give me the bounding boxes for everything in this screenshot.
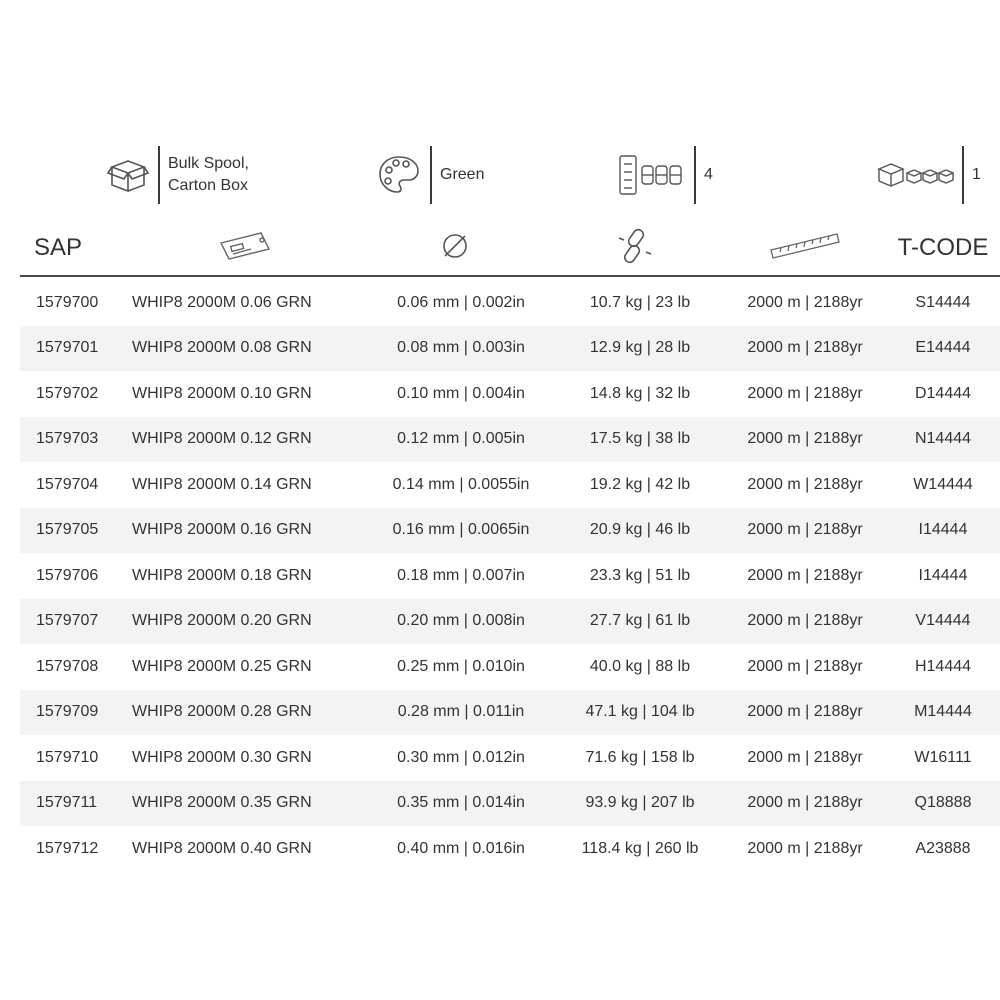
strength-cell: 12.9 kg | 28 lb bbox=[589, 339, 691, 357]
tcode-cell: Q18888 bbox=[914, 794, 972, 812]
table-row bbox=[20, 371, 1000, 417]
diameter-cell: 0.25 mm | 0.010in bbox=[397, 657, 525, 675]
diameter-cell: 0.40 mm | 0.016in bbox=[397, 839, 525, 857]
tcode-cell: M14444 bbox=[914, 703, 972, 721]
strength-cell: 19.2 kg | 42 lb bbox=[589, 475, 691, 493]
box-stack-icon bbox=[876, 155, 954, 195]
separator bbox=[694, 146, 696, 204]
table-header bbox=[20, 222, 1000, 274]
sap-cell: 1579701 bbox=[36, 339, 99, 357]
table-row bbox=[20, 599, 1000, 645]
strength-cell: 23.3 kg | 51 lb bbox=[589, 566, 691, 584]
tag-icon bbox=[217, 229, 273, 268]
diameter-cell: 0.12 mm | 0.005in bbox=[397, 430, 525, 448]
strength-cell: 93.9 kg | 207 lb bbox=[585, 794, 695, 812]
description-cell: WHIP8 2000M 0.30 GRN bbox=[132, 748, 312, 766]
length-cell: 2000 m | 2188yr bbox=[747, 521, 863, 539]
strength-cell: 14.8 kg | 32 lb bbox=[589, 384, 691, 402]
sap-cell: 1579712 bbox=[36, 839, 99, 857]
description-cell: WHIP8 2000M 0.40 GRN bbox=[132, 839, 312, 857]
table-row bbox=[20, 644, 1000, 690]
strength-cell: 27.7 kg | 61 lb bbox=[589, 612, 691, 630]
table-row bbox=[20, 826, 1000, 872]
description-cell: WHIP8 2000M 0.12 GRN bbox=[132, 430, 312, 448]
diameter-cell: 0.30 mm | 0.012in bbox=[397, 748, 525, 766]
description-cell: WHIP8 2000M 0.10 GRN bbox=[132, 384, 312, 402]
table-row bbox=[20, 735, 1000, 781]
sap-cell: 1579709 bbox=[36, 703, 99, 721]
description-cell: WHIP8 2000M 0.25 GRN bbox=[132, 657, 312, 675]
sap-cell: 1579704 bbox=[36, 475, 99, 493]
description-cell: WHIP8 2000M 0.08 GRN bbox=[132, 339, 312, 357]
sap-cell: 1579708 bbox=[36, 657, 99, 675]
box-icon bbox=[106, 153, 150, 197]
strength-cell: 40.0 kg | 88 lb bbox=[589, 657, 691, 675]
ruler-icon bbox=[769, 230, 841, 267]
tcode-cell: D14444 bbox=[914, 384, 972, 402]
diameter-icon bbox=[440, 231, 470, 266]
column-header-sap: SAP bbox=[34, 234, 83, 261]
diameter-cell: 0.08 mm | 0.003in bbox=[397, 339, 525, 357]
description-cell: WHIP8 2000M 0.28 GRN bbox=[132, 703, 312, 721]
spool-carriers-icon bbox=[618, 152, 686, 198]
carriers-count: 4 bbox=[704, 166, 713, 183]
header-divider bbox=[20, 275, 1000, 277]
separator bbox=[158, 146, 160, 204]
packaging-text: Bulk Spool, Carton Box bbox=[168, 155, 249, 194]
tcode-cell: I14444 bbox=[918, 566, 968, 584]
length-cell: 2000 m | 2188yr bbox=[747, 612, 863, 630]
column-header-description bbox=[210, 222, 280, 274]
sap-cell: 1579700 bbox=[36, 293, 99, 311]
units-count: 1 bbox=[972, 166, 981, 183]
sap-cell: 1579706 bbox=[36, 566, 99, 584]
column-header-length bbox=[765, 222, 845, 274]
separator bbox=[962, 146, 964, 204]
diameter-cell: 0.35 mm | 0.014in bbox=[397, 794, 525, 812]
diameter-cell: 0.10 mm | 0.004in bbox=[397, 384, 525, 402]
length-cell: 2000 m | 2188yr bbox=[747, 657, 863, 675]
length-cell: 2000 m | 2188yr bbox=[747, 566, 863, 584]
description-cell: WHIP8 2000M 0.16 GRN bbox=[132, 521, 312, 539]
length-cell: 2000 m | 2188yr bbox=[747, 384, 863, 402]
palette-icon bbox=[376, 152, 422, 198]
units-info bbox=[876, 140, 981, 210]
table-row bbox=[20, 508, 1000, 554]
sap-cell: 1579707 bbox=[36, 612, 99, 630]
length-cell: 2000 m | 2188yr bbox=[747, 748, 863, 766]
strength-cell: 20.9 kg | 46 lb bbox=[589, 521, 691, 539]
diameter-cell: 0.14 mm | 0.0055in bbox=[392, 475, 530, 493]
description-cell: WHIP8 2000M 0.35 GRN bbox=[132, 794, 312, 812]
description-cell: WHIP8 2000M 0.20 GRN bbox=[132, 612, 312, 630]
column-header-strength bbox=[610, 222, 660, 274]
strength-cell: 47.1 kg | 104 lb bbox=[585, 703, 695, 721]
carriers-info bbox=[618, 140, 713, 210]
color-info bbox=[376, 140, 484, 210]
sap-cell: 1579710 bbox=[36, 748, 99, 766]
strength-cell: 10.7 kg | 23 lb bbox=[589, 293, 691, 311]
strength-cell: 17.5 kg | 38 lb bbox=[589, 430, 691, 448]
product-table bbox=[20, 280, 1000, 872]
tcode-cell: W14444 bbox=[913, 475, 973, 493]
tcode-cell: A23888 bbox=[915, 839, 971, 857]
table-row bbox=[20, 462, 1000, 508]
description-cell: WHIP8 2000M 0.06 GRN bbox=[132, 293, 312, 311]
tcode-cell: E14444 bbox=[915, 339, 971, 357]
tcode-cell: V14444 bbox=[915, 612, 971, 630]
sap-cell: 1579705 bbox=[36, 521, 99, 539]
separator bbox=[430, 146, 432, 204]
sap-cell: 1579703 bbox=[36, 430, 99, 448]
diameter-cell: 0.16 mm | 0.0065in bbox=[392, 521, 530, 539]
strength-cell: 71.6 kg | 158 lb bbox=[585, 748, 695, 766]
strength-cell: 118.4 kg | 260 lb bbox=[581, 839, 699, 857]
description-cell: WHIP8 2000M 0.18 GRN bbox=[132, 566, 312, 584]
tcode-cell: H14444 bbox=[914, 657, 972, 675]
length-cell: 2000 m | 2188yr bbox=[747, 475, 863, 493]
column-header-diameter bbox=[430, 222, 480, 274]
tcode-cell: N14444 bbox=[914, 430, 972, 448]
tcode-cell: I14444 bbox=[918, 521, 968, 539]
chain-link-icon bbox=[615, 226, 655, 271]
length-cell: 2000 m | 2188yr bbox=[747, 339, 863, 357]
packaging-info bbox=[106, 140, 249, 210]
table-row bbox=[20, 781, 1000, 827]
color-text: Green bbox=[440, 166, 485, 183]
length-cell: 2000 m | 2188yr bbox=[747, 430, 863, 448]
tcode-cell: S14444 bbox=[915, 293, 971, 311]
table-row bbox=[20, 326, 1000, 372]
diameter-cell: 0.28 mm | 0.011in bbox=[397, 703, 525, 721]
diameter-cell: 0.18 mm | 0.007in bbox=[397, 566, 525, 584]
table-row bbox=[20, 553, 1000, 599]
column-header-tcode: T-CODE bbox=[897, 234, 989, 261]
length-cell: 2000 m | 2188yr bbox=[747, 794, 863, 812]
table-row bbox=[20, 280, 1000, 326]
product-info-strip bbox=[0, 140, 1000, 210]
tcode-cell: W16111 bbox=[914, 748, 972, 766]
sap-cell: 1579711 bbox=[36, 794, 98, 812]
diameter-cell: 0.06 mm | 0.002in bbox=[397, 293, 525, 311]
description-cell: WHIP8 2000M 0.14 GRN bbox=[132, 475, 312, 493]
length-cell: 2000 m | 2188yr bbox=[747, 703, 863, 721]
length-cell: 2000 m | 2188yr bbox=[747, 293, 863, 311]
table-row bbox=[20, 417, 1000, 463]
table-row bbox=[20, 690, 1000, 736]
sap-cell: 1579702 bbox=[36, 384, 99, 402]
length-cell: 2000 m | 2188yr bbox=[747, 839, 863, 857]
diameter-cell: 0.20 mm | 0.008in bbox=[397, 612, 525, 630]
